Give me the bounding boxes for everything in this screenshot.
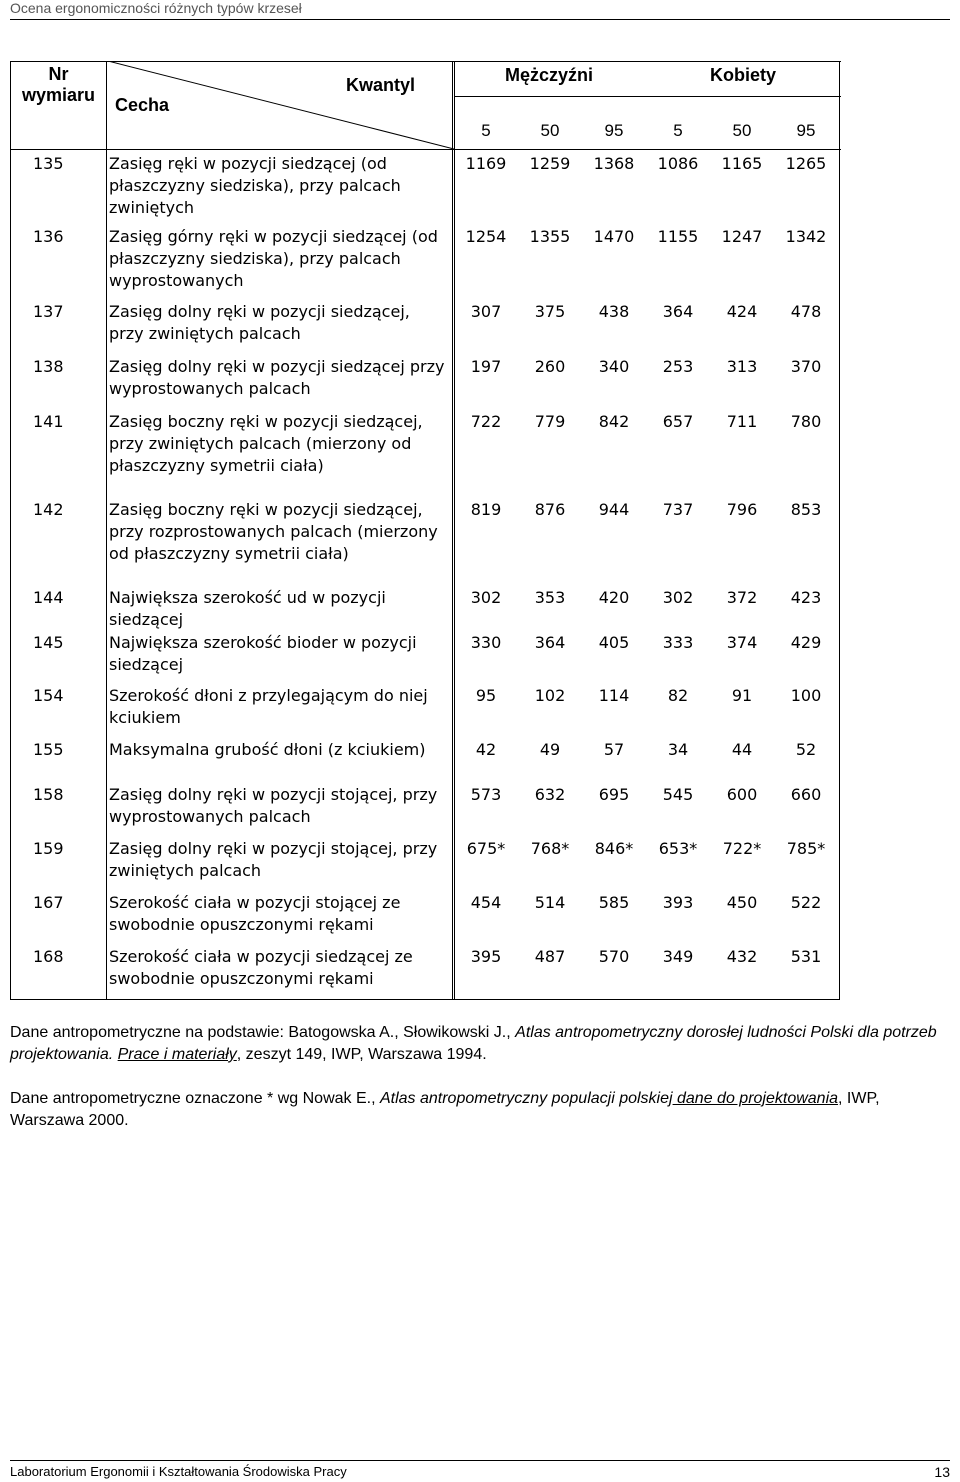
row-value: 370 bbox=[790, 357, 822, 376]
row-feature: Szerokość ciała w pozycji stojącej ze swobodnie opuszczonymi rękami bbox=[109, 893, 401, 934]
row-value: 545 bbox=[662, 785, 694, 804]
row-value: 1247 bbox=[721, 227, 763, 246]
source-note-2 bbox=[10, 1088, 940, 1132]
row-value: 737 bbox=[662, 500, 694, 519]
row-value: 600 bbox=[726, 785, 758, 804]
row-value: 302 bbox=[470, 588, 502, 607]
row-value: 711 bbox=[726, 412, 758, 431]
quantile-header-1: 50 bbox=[540, 121, 560, 140]
note-1-title: Atlas antropometryczny dorosłej ludności Polski dla potrzeb projektowania. bbox=[10, 1024, 937, 1063]
row-number: 158 bbox=[33, 785, 64, 804]
row-feature: Największa szerokość bioder w pozycji siedzącej bbox=[109, 633, 417, 674]
row-value: 405 bbox=[598, 633, 630, 652]
col-divider-nr bbox=[106, 61, 107, 1000]
quantile-header-2: 95 bbox=[604, 121, 624, 140]
row-value: 785* bbox=[786, 839, 826, 858]
row-value: 44 bbox=[731, 740, 753, 759]
row-number: 135 bbox=[33, 154, 64, 173]
row-value: 438 bbox=[598, 302, 630, 321]
row-value: 364 bbox=[534, 633, 566, 652]
row-value: 364 bbox=[662, 302, 694, 321]
row-value: 42 bbox=[475, 740, 497, 759]
row-feature: Zasięg dolny ręki w pozycji siedzącej, przy zwiniętych palcach bbox=[109, 302, 410, 343]
row-value: 1368 bbox=[593, 154, 635, 173]
row-value: 114 bbox=[598, 686, 630, 705]
row-value: 349 bbox=[662, 947, 694, 966]
row-value: 393 bbox=[662, 893, 694, 912]
row-feature: Zasięg ręki w pozycji siedzącej (od płaszczyzny siedziska), przy palcach zwiniętych bbox=[109, 154, 401, 217]
row-value: 514 bbox=[534, 893, 566, 912]
row-value: 573 bbox=[470, 785, 502, 804]
row-value: 876 bbox=[534, 500, 566, 519]
row-number: 154 bbox=[33, 686, 64, 705]
row-value: 487 bbox=[534, 947, 566, 966]
row-number: 138 bbox=[33, 357, 64, 376]
row-value: 100 bbox=[790, 686, 822, 705]
row-value: 632 bbox=[534, 785, 566, 804]
page-header bbox=[10, 0, 950, 20]
row-value: 853 bbox=[790, 500, 822, 519]
row-value: 450 bbox=[726, 893, 758, 912]
group-divider bbox=[454, 96, 841, 97]
row-feature: Zasięg dolny ręki w pozycji stojącej, przy zwiniętych palcach bbox=[109, 839, 438, 880]
row-value: 779 bbox=[534, 412, 566, 431]
row-value: 372 bbox=[726, 588, 758, 607]
row-value: 260 bbox=[534, 357, 566, 376]
row-value: 424 bbox=[726, 302, 758, 321]
note-2-text: Dane antropometryczne oznaczone * wg Nowak E., bbox=[10, 1090, 380, 1107]
row-number: 141 bbox=[33, 412, 64, 431]
row-value: 432 bbox=[726, 947, 758, 966]
row-value: 1165 bbox=[721, 154, 763, 173]
row-value: 1254 bbox=[465, 227, 507, 246]
row-value: 353 bbox=[534, 588, 566, 607]
row-value: 52 bbox=[795, 740, 817, 759]
row-value: 454 bbox=[470, 893, 502, 912]
note-2-underlined: dane do projektowania bbox=[672, 1090, 839, 1107]
row-value: 768* bbox=[530, 839, 570, 858]
row-number: 155 bbox=[33, 740, 64, 759]
row-value: 531 bbox=[790, 947, 822, 966]
row-value: 1342 bbox=[785, 227, 827, 246]
row-value: 522 bbox=[790, 893, 822, 912]
row-value: 780 bbox=[790, 412, 822, 431]
row-feature: Największa szerokość ud w pozycji siedzącej bbox=[109, 588, 386, 629]
row-value: 819 bbox=[470, 500, 502, 519]
row-value: 846* bbox=[594, 839, 634, 858]
row-value: 82 bbox=[667, 686, 689, 705]
row-value: 333 bbox=[662, 633, 694, 652]
row-value: 585 bbox=[598, 893, 630, 912]
row-value: 302 bbox=[662, 588, 694, 607]
row-value: 253 bbox=[662, 357, 694, 376]
row-value: 722 bbox=[470, 412, 502, 431]
row-value: 313 bbox=[726, 357, 758, 376]
note-1-series: Prace i materiały bbox=[117, 1046, 237, 1063]
row-value: 423 bbox=[790, 588, 822, 607]
page-number: 13 bbox=[934, 1464, 950, 1480]
header-nr: Nr wymiaru bbox=[21, 64, 96, 105]
row-value: 57 bbox=[603, 740, 625, 759]
row-value: 420 bbox=[598, 588, 630, 607]
note-1-tail: , zeszyt 149, IWP, Warszawa 1994. bbox=[236, 1046, 487, 1063]
row-number: 167 bbox=[33, 893, 64, 912]
row-number: 168 bbox=[33, 947, 64, 966]
note-2-title: Atlas antropometryczny populacji polskiej bbox=[379, 1090, 673, 1107]
row-value: 796 bbox=[726, 500, 758, 519]
row-value: 91 bbox=[731, 686, 753, 705]
note-2-tail: , IWP, Warszawa 2000. bbox=[10, 1090, 880, 1129]
row-feature: Szerokość ciała w pozycji siedzącej ze swobodnie opuszczonymi rękami bbox=[109, 947, 413, 988]
quantile-header-0: 5 bbox=[481, 121, 491, 140]
source-note-1 bbox=[10, 1022, 940, 1066]
row-number: 136 bbox=[33, 227, 64, 246]
row-value: 197 bbox=[470, 357, 502, 376]
header-kwantyl: Kwantyl bbox=[346, 75, 416, 95]
row-value: 374 bbox=[726, 633, 758, 652]
footer-lab-name: Laboratorium Ergonomii i Kształtowania Środowiska Pracy bbox=[10, 1464, 347, 1479]
row-value: 842 bbox=[598, 412, 630, 431]
anthropometric-table bbox=[10, 61, 840, 1000]
row-number: 137 bbox=[33, 302, 64, 321]
row-value: 375 bbox=[534, 302, 566, 321]
row-value: 1155 bbox=[657, 227, 699, 246]
row-feature: Zasięg boczny ręki w pozycji siedzącej, przy zwiniętych palcach (mierzony od płaszczyzny symetrii ciała) bbox=[109, 412, 423, 475]
page-footer bbox=[10, 1460, 950, 1482]
row-value: 695 bbox=[598, 785, 630, 804]
row-number: 144 bbox=[33, 588, 64, 607]
row-value: 429 bbox=[790, 633, 822, 652]
row-value: 1086 bbox=[657, 154, 699, 173]
row-value: 1470 bbox=[593, 227, 635, 246]
row-value: 653* bbox=[658, 839, 698, 858]
row-value: 478 bbox=[790, 302, 822, 321]
row-value: 1265 bbox=[785, 154, 827, 173]
header-men: Mężczyźni bbox=[504, 65, 594, 85]
row-value: 307 bbox=[470, 302, 502, 321]
row-number: 145 bbox=[33, 633, 64, 652]
header-cecha: Cecha bbox=[115, 95, 170, 115]
row-value: 49 bbox=[539, 740, 561, 759]
row-number: 159 bbox=[33, 839, 64, 858]
row-value: 657 bbox=[662, 412, 694, 431]
row-feature: Zasięg górny ręki w pozycji siedzącej (od płaszczyzny siedziska), przy palcach wyprostowanych bbox=[109, 227, 438, 290]
row-value: 340 bbox=[598, 357, 630, 376]
row-value: 1355 bbox=[529, 227, 571, 246]
row-feature: Zasięg dolny ręki w pozycji stojącej, przy wyprostowanych palcach bbox=[109, 785, 438, 826]
row-value: 722* bbox=[722, 839, 762, 858]
note-1-text: Dane antropometryczne na podstawie: Batogowska A., Słowikowski J., bbox=[10, 1024, 516, 1041]
row-feature: Szerokość dłoni z przylegającym do niej kciukiem bbox=[109, 686, 428, 727]
row-feature: Zasięg boczny ręki w pozycji siedzącej, przy rozprostowanych palcach (mierzony od płaszczyzny symetrii ciała) bbox=[109, 500, 438, 563]
row-value: 102 bbox=[534, 686, 566, 705]
row-number: 142 bbox=[33, 500, 64, 519]
row-feature: Maksymalna grubość dłoni (z kciukiem) bbox=[109, 740, 426, 759]
quantile-header-3: 5 bbox=[673, 121, 683, 140]
row-value: 1169 bbox=[465, 154, 507, 173]
row-value: 34 bbox=[667, 740, 689, 759]
row-value: 675* bbox=[466, 839, 506, 858]
header-women: Kobiety bbox=[709, 65, 776, 85]
row-value: 660 bbox=[790, 785, 822, 804]
document-title: Ocena ergonomiczności różnych typów krzeseł bbox=[10, 0, 302, 16]
row-value: 1259 bbox=[529, 154, 571, 173]
quantile-header-5: 95 bbox=[796, 121, 816, 140]
col-divider-values bbox=[452, 61, 453, 1000]
row-value: 330 bbox=[470, 633, 502, 652]
quantile-header-4: 50 bbox=[732, 121, 752, 140]
row-feature: Zasięg dolny ręki w pozycji siedzącej przy wyprostowanych palcach bbox=[109, 357, 445, 398]
row-value: 944 bbox=[598, 500, 630, 519]
row-value: 395 bbox=[470, 947, 502, 966]
row-value: 95 bbox=[475, 686, 497, 705]
row-value: 570 bbox=[598, 947, 630, 966]
